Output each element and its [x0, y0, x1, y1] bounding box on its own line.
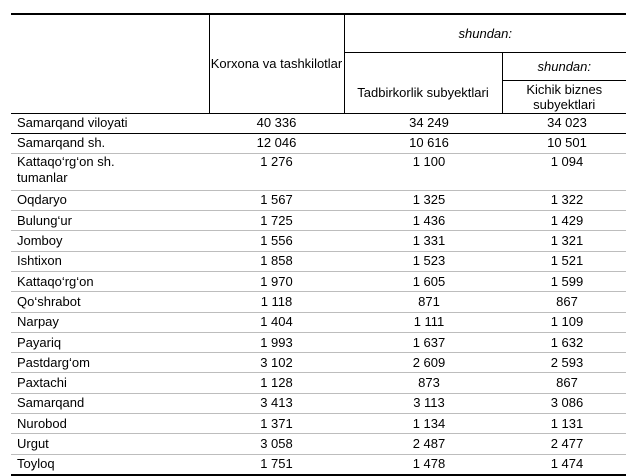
region-name: Samarqand viloyati: [11, 113, 209, 133]
table-row: [11, 251, 626, 271]
region-name-line: Pastdarg‘om: [17, 354, 90, 370]
region-name-line: Ishtixon: [17, 253, 62, 269]
small-business-value: 1 474: [502, 454, 626, 475]
entrepreneurship-value: 3 113: [344, 393, 502, 413]
header-entrepreneurship: Tadbirkorlik subyektlari: [344, 52, 502, 113]
statistics-table: [11, 13, 626, 476]
region-name-line: Narpay: [17, 314, 59, 330]
region-name-line: Urgut: [17, 436, 49, 451]
small-business-value: 1 321: [502, 231, 626, 251]
entrepreneurship-value: 1 100: [344, 153, 502, 190]
header-shundan-1: shundan:: [344, 14, 626, 52]
enterprises-value: 1 751: [209, 454, 344, 475]
small-business-value: 867: [502, 292, 626, 312]
table-row: [11, 153, 626, 190]
region-name: [11, 211, 209, 231]
small-business-value: 34 023: [502, 113, 626, 133]
enterprises-value: 1 556: [209, 231, 344, 251]
region-name: [11, 332, 209, 352]
small-business-value: 2 477: [502, 434, 626, 454]
header-empty-cell: [11, 14, 209, 113]
entrepreneurship-value: 1 331: [344, 231, 502, 251]
table-row: [11, 332, 626, 352]
region-name: [11, 393, 209, 413]
small-business-value: 2 593: [502, 353, 626, 373]
region-name-line: Toyloq: [17, 456, 55, 472]
enterprises-value: 1 128: [209, 373, 344, 393]
enterprises-value: 1 404: [209, 312, 344, 332]
region-name-line: Bulung‘ur: [17, 212, 72, 228]
entrepreneurship-value: 10 616: [344, 133, 502, 153]
table-row: [11, 133, 626, 153]
region-name-line: Oqdaryo: [17, 192, 67, 208]
region-name: [11, 434, 209, 454]
region-name-line: Paxtachi: [17, 375, 67, 391]
enterprises-value: 3 058: [209, 434, 344, 454]
region-name: [11, 190, 209, 210]
region-name: [11, 251, 209, 271]
entrepreneurship-value: 1 134: [344, 414, 502, 434]
region-name: [11, 292, 209, 312]
table-row: [11, 271, 626, 291]
small-business-value: 3 086: [502, 393, 626, 413]
entrepreneurship-value: 873: [344, 373, 502, 393]
enterprises-value: 1 993: [209, 332, 344, 352]
entrepreneurship-value: 1 325: [344, 190, 502, 210]
region-name-line: Kattaqo‘rg‘on: [17, 273, 94, 289]
entrepreneurship-value: 2 609: [344, 353, 502, 373]
small-business-value: 1 094: [502, 153, 626, 190]
region-name: [11, 271, 209, 291]
table-row: [11, 434, 626, 454]
table-row: [11, 414, 626, 434]
table-row: [11, 190, 626, 210]
small-business-value: 1 521: [502, 251, 626, 271]
small-business-value: 10 501: [502, 133, 626, 153]
small-business-value: 1 322: [502, 190, 626, 210]
table-row: [11, 292, 626, 312]
enterprises-value: 40 336: [209, 113, 344, 133]
entrepreneurship-value: 2 487: [344, 434, 502, 454]
enterprises-value: 1 858: [209, 251, 344, 271]
header-shundan-2: shundan:: [502, 52, 626, 80]
entrepreneurship-value: 1 436: [344, 211, 502, 231]
table-row: [11, 211, 626, 231]
region-name-line: Qo‘shrabot: [17, 293, 81, 309]
enterprises-value: 1 118: [209, 292, 344, 312]
header-enterprises: Korxona va tashkilotlar: [209, 14, 344, 113]
enterprises-value: 1 276: [209, 153, 344, 190]
small-business-value: 1 131: [502, 414, 626, 434]
region-name-line: tumanlar: [17, 169, 68, 185]
small-business-value: 1 109: [502, 312, 626, 332]
region-name-line: Nurobod: [17, 415, 67, 431]
region-name: [11, 153, 209, 190]
small-business-value: 1 632: [502, 332, 626, 352]
enterprises-value: 3 102: [209, 353, 344, 373]
entrepreneurship-value: 1 111: [344, 312, 502, 332]
table-row: [11, 393, 626, 413]
enterprises-value: 3 413: [209, 393, 344, 413]
region-name-line: Samarqand: [17, 395, 85, 411]
region-name: [11, 414, 209, 434]
table-row: [11, 373, 626, 393]
enterprises-value: 1 371: [209, 414, 344, 434]
region-name: [11, 133, 209, 153]
entrepreneurship-value: 871: [344, 292, 502, 312]
entrepreneurship-value: 1 478: [344, 454, 502, 475]
region-name: [11, 373, 209, 393]
region-name-line: Jomboy: [17, 233, 63, 249]
region-name-line: Samarqand sh.: [17, 135, 106, 151]
enterprises-value: 1 567: [209, 190, 344, 210]
small-business-value: 867: [502, 373, 626, 393]
enterprises-value: 12 046: [209, 133, 344, 153]
table-row: [11, 353, 626, 373]
table-row: [11, 231, 626, 251]
region-name-line: Payariq: [17, 334, 62, 350]
table-row: [11, 312, 626, 332]
region-name-line: Kattaqo‘rg‘on sh.: [17, 153, 115, 169]
header-small-business: Kichik biznes subyektlari: [502, 80, 626, 113]
region-name: [11, 231, 209, 251]
entrepreneurship-value: 1 605: [344, 271, 502, 291]
small-business-value: 1 599: [502, 271, 626, 291]
table-row-total: [11, 113, 626, 133]
entrepreneurship-value: 34 249: [344, 113, 502, 133]
region-name: [11, 353, 209, 373]
entrepreneurship-value: 1 637: [344, 332, 502, 352]
entrepreneurship-value: 1 523: [344, 251, 502, 271]
region-name: [11, 312, 209, 332]
enterprises-value: 1 725: [209, 211, 344, 231]
enterprises-value: 1 970: [209, 271, 344, 291]
small-business-value: 1 429: [502, 211, 626, 231]
